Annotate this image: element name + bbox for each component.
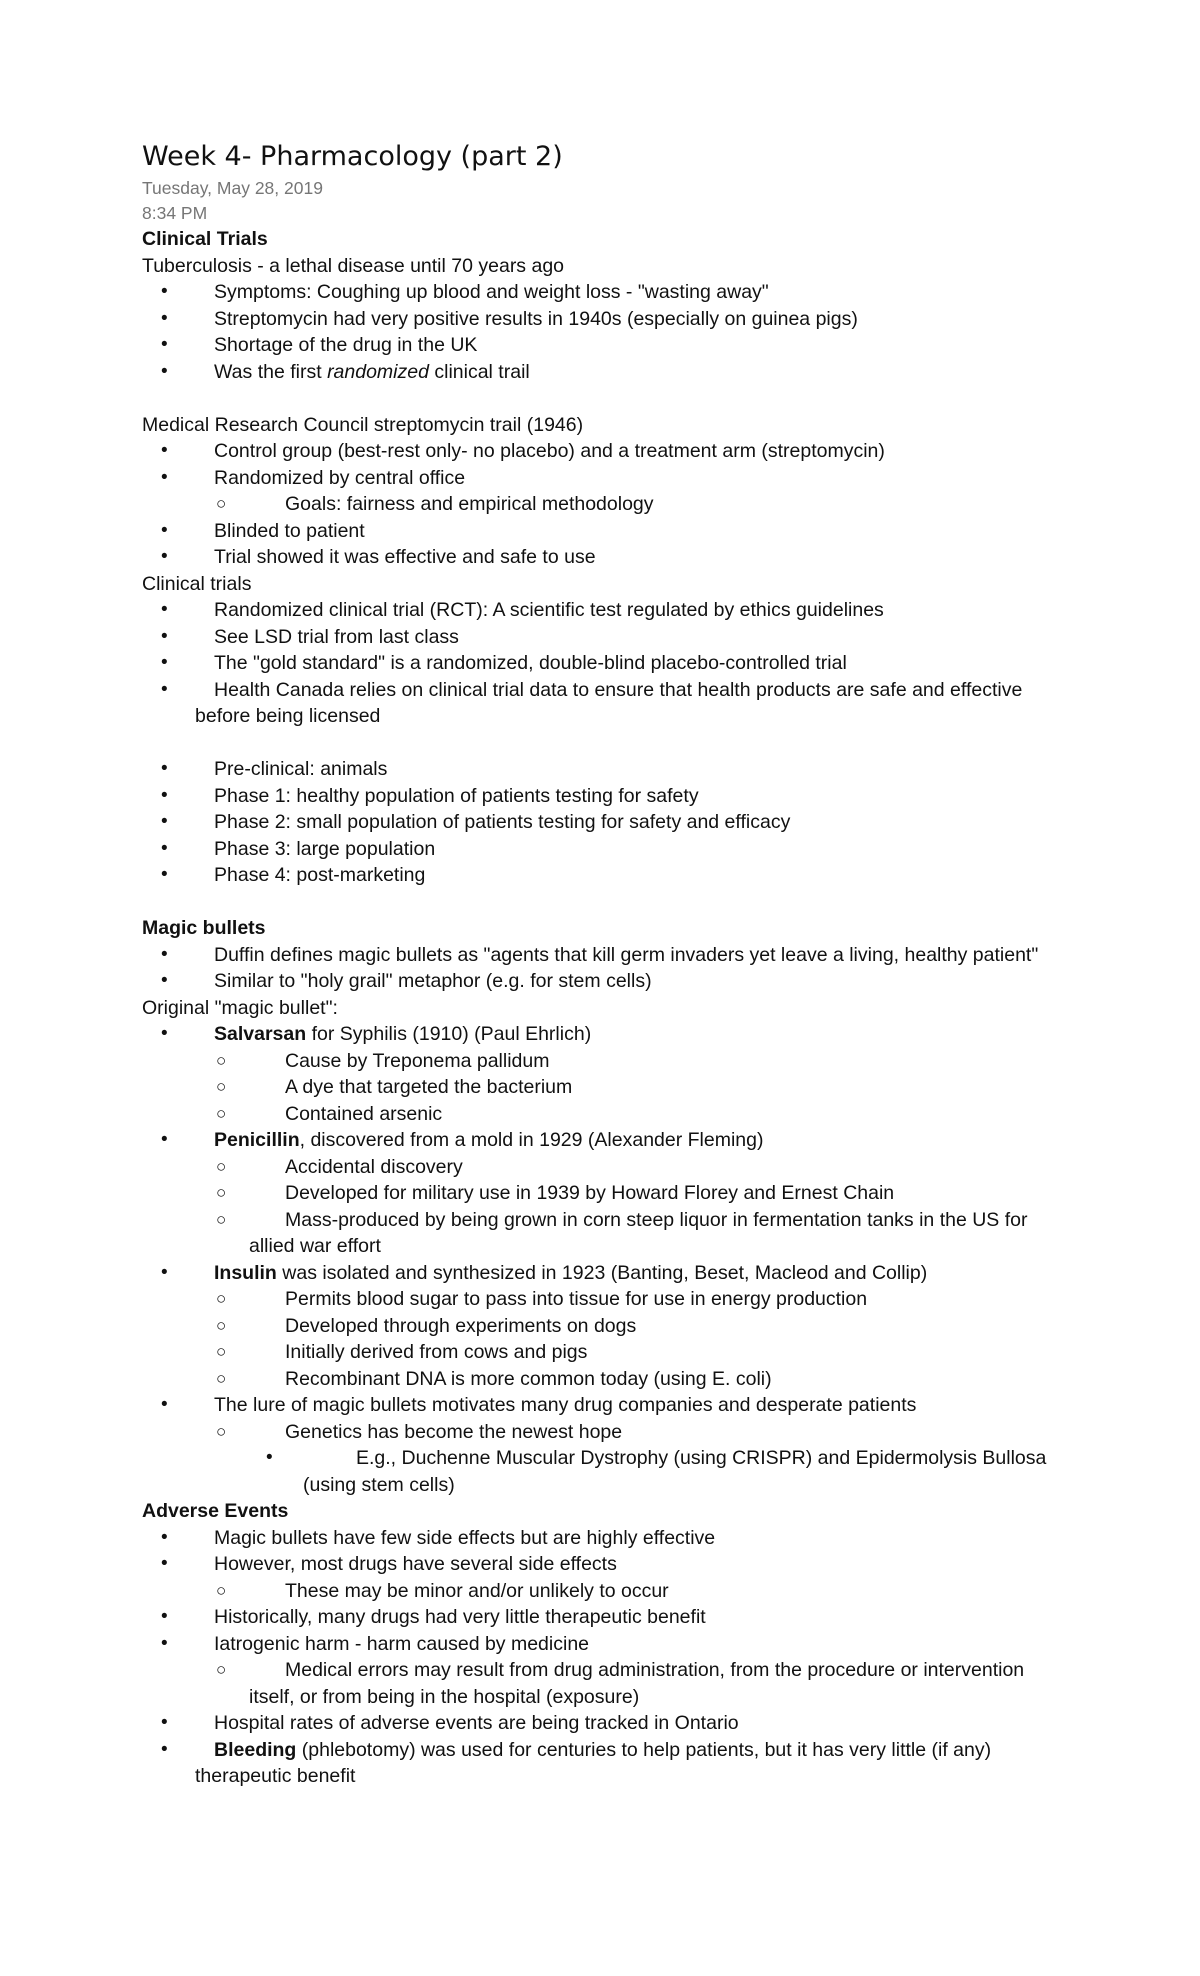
hollow-bullet-icon: ○ xyxy=(216,1421,227,1441)
filled-bullet-icon: • xyxy=(161,334,168,355)
filled-bullet-icon: • xyxy=(161,758,168,779)
bullet-item xyxy=(142,491,1082,518)
bullet-item xyxy=(142,1657,1082,1684)
note-body xyxy=(142,226,1082,1790)
filled-bullet-icon: • xyxy=(161,784,168,806)
line-text: The lure of magic bullets motivates many drug companies and desperate patients xyxy=(214,1394,917,1416)
bullet-item xyxy=(142,1525,1082,1552)
blank-line xyxy=(142,889,1082,916)
page-title: Week 4- Pharmacology (part 2) xyxy=(142,141,563,172)
filled-bullet-icon: • xyxy=(161,864,168,885)
filled-bullet-icon: • xyxy=(161,1606,168,1627)
filled-bullet-icon: • xyxy=(161,1129,168,1150)
line-text: Phase 4: post-marketing xyxy=(214,864,426,886)
filled-bullet-icon: • xyxy=(161,307,168,329)
note-time: 8:34 PM xyxy=(142,203,208,223)
line-text: Control group (best-rest only- no placebo) and a treatment arm (streptomycin) xyxy=(214,440,885,462)
filled-bullet-icon: • xyxy=(161,678,168,700)
line-text: Randomized clinical trial (RCT): A scientific test regulated by ethics guidelines xyxy=(214,599,884,621)
bullet-item xyxy=(142,1419,1082,1446)
hollow-bullet-icon: ○ xyxy=(216,1077,227,1096)
bullet-item xyxy=(142,1207,1082,1234)
bullet-item xyxy=(142,597,1082,624)
line-text: Hospital rates of adverse events are being tracked in Ontario xyxy=(214,1712,739,1734)
line-text: Streptomycin had very positive results in 1940s (especially on guinea pigs) xyxy=(214,307,858,330)
line-text: Randomized by central office xyxy=(214,466,466,489)
hollow-bullet-icon: ○ xyxy=(216,1660,227,1679)
bullet-item xyxy=(142,1180,1082,1207)
filled-bullet-icon: • xyxy=(161,281,168,302)
bullet-item xyxy=(142,1339,1082,1366)
line-text: Recombinant DNA is more common today (using E. coli) xyxy=(285,1367,772,1390)
line-text: Blinded to patient xyxy=(214,519,365,542)
bullet-item xyxy=(142,1260,1082,1287)
hollow-bullet-icon: ○ xyxy=(216,1342,227,1361)
bold-term: Penicillin xyxy=(214,1129,300,1151)
filled-bullet-icon: • xyxy=(161,1553,168,1574)
bullet-item xyxy=(142,1048,1082,1075)
note-date: Tuesday, May 28, 2019 xyxy=(142,178,323,198)
filled-bullet-icon: • xyxy=(161,360,168,382)
line-text: Medical errors may result from drug administration, from the procedure or intervention xyxy=(285,1659,1025,1681)
filled-bullet-icon: • xyxy=(161,811,168,832)
line-text: therapeutic benefit xyxy=(195,1765,356,1787)
bullet-item xyxy=(142,836,1082,863)
bullet-item xyxy=(142,1021,1082,1048)
line-text: Magic bullets xyxy=(142,917,266,939)
filled-bullet-icon: • xyxy=(161,625,168,647)
line-text: A dye that targeted the bacterium xyxy=(285,1076,573,1098)
filled-bullet-icon: • xyxy=(161,440,168,461)
bullet-item xyxy=(142,1604,1082,1631)
bullet-item xyxy=(142,1074,1082,1101)
filled-bullet-icon: • xyxy=(161,652,168,673)
line-text: Cause by Treponema pallidum xyxy=(285,1049,550,1072)
line-text: Magic bullets have few side effects but are highly effective xyxy=(214,1526,716,1549)
bullet-item xyxy=(142,1286,1082,1313)
filled-bullet-icon: • xyxy=(161,1738,168,1760)
bullet-item xyxy=(142,1737,1082,1764)
line-text: before being licensed xyxy=(195,705,381,727)
bullet-item xyxy=(142,544,1082,571)
hollow-bullet-icon: ○ xyxy=(216,1368,227,1388)
hollow-bullet-icon: ○ xyxy=(216,1315,227,1335)
bullet-item xyxy=(142,1154,1082,1181)
line-text: See LSD trial from last class xyxy=(214,625,459,648)
bullet-item xyxy=(142,1101,1082,1128)
filled-bullet-icon: • xyxy=(161,546,168,567)
line-text: (using stem cells) xyxy=(303,1473,455,1496)
text-line xyxy=(142,571,1082,598)
line-text: Historically, many drugs had very little therapeutic benefit xyxy=(214,1606,706,1628)
line-text: These may be minor and/or unlikely to occur xyxy=(285,1579,669,1602)
line-text: Phase 3: large population xyxy=(214,837,436,860)
filled-bullet-icon: • xyxy=(161,466,168,488)
section-heading xyxy=(142,1498,1082,1525)
bullet-item xyxy=(142,1313,1082,1340)
bullet-item xyxy=(142,677,1082,704)
hollow-bullet-icon: ○ xyxy=(216,1209,227,1229)
filled-bullet-icon: • xyxy=(161,1526,168,1548)
bullet-continuation xyxy=(142,1763,1082,1790)
line-text: Original "magic bullet": xyxy=(142,996,338,1019)
section-heading xyxy=(142,915,1082,942)
filled-bullet-icon: • xyxy=(161,1394,168,1415)
bullet-item xyxy=(142,1392,1082,1419)
bullet-item xyxy=(142,1127,1082,1154)
line-text: Was the first xyxy=(214,360,328,383)
bullet-continuation xyxy=(142,1233,1082,1260)
line-text: Developed through experiments on dogs xyxy=(285,1314,637,1337)
italic-term: randomized xyxy=(327,360,429,383)
hollow-bullet-icon: ○ xyxy=(216,1183,227,1202)
filled-bullet-icon: • xyxy=(161,599,168,620)
bullet-item xyxy=(142,1445,1082,1472)
line-text: E.g., Duchenne Muscular Dystrophy (using CRISPR) and Epidermolysis Bullosa xyxy=(356,1447,1047,1469)
filled-bullet-icon: • xyxy=(161,970,168,991)
bullet-item xyxy=(142,783,1082,810)
line-text: Phase 1: healthy population of patients testing for safety xyxy=(214,784,699,807)
hollow-bullet-icon: ○ xyxy=(216,1289,227,1308)
line-text: Genetics has become the newest hope xyxy=(285,1420,623,1443)
line-text: Shortage of the drug in the UK xyxy=(214,334,478,356)
bullet-item xyxy=(142,438,1082,465)
line-text: Symptoms: Coughing up blood and weight loss - "wasting away" xyxy=(214,281,769,303)
bullet-item xyxy=(142,1578,1082,1605)
bullet-item xyxy=(142,624,1082,651)
bullet-item xyxy=(142,306,1082,333)
line-text: Contained arsenic xyxy=(285,1102,443,1125)
filled-bullet-icon: • xyxy=(161,943,168,965)
bullet-item xyxy=(142,968,1082,995)
hollow-bullet-icon: ○ xyxy=(216,1103,227,1123)
text-line xyxy=(142,412,1082,439)
bullet-item xyxy=(142,1710,1082,1737)
line-text: Clinical trials xyxy=(142,572,252,595)
bullet-item xyxy=(142,756,1082,783)
hollow-bullet-icon: ○ xyxy=(216,494,227,513)
bullet-item xyxy=(142,1551,1082,1578)
line-text: Initially derived from cows and pigs xyxy=(285,1341,588,1363)
line-text: However, most drugs have several side effects xyxy=(214,1553,617,1575)
bullet-item xyxy=(142,809,1082,836)
bullet-continuation xyxy=(142,703,1082,730)
line-text: Goals: fairness and empirical methodology xyxy=(285,493,654,515)
line-text: Clinical Trials xyxy=(142,228,268,250)
line-text: Iatrogenic harm - harm caused by medicine xyxy=(214,1632,590,1655)
hollow-bullet-icon: ○ xyxy=(216,1156,227,1176)
filled-bullet-icon: • xyxy=(161,1261,168,1283)
bullet-item xyxy=(142,862,1082,889)
text-line xyxy=(142,995,1082,1022)
line-text: , discovered from a mold in 1929 (Alexander Fleming) xyxy=(299,1129,764,1151)
bullet-item xyxy=(142,332,1082,359)
line-text: The "gold standard" is a randomized, double-blind placebo-controlled trial xyxy=(214,652,847,674)
note-page xyxy=(142,138,1082,1790)
filled-bullet-icon: • xyxy=(161,1023,168,1044)
bullet-item xyxy=(142,1366,1082,1393)
bullet-item xyxy=(142,942,1082,969)
blank-line xyxy=(142,385,1082,412)
bullet-continuation xyxy=(142,1684,1082,1711)
line-text: Health Canada relies on clinical trial data to ensure that health products are safe and effective xyxy=(214,678,1023,701)
line-text: Duffin defines magic bullets as "agents that kill germ invaders yet leave a living, healthy patient" xyxy=(214,943,1039,966)
line-text: for Syphilis (1910) (Paul Ehrlich) xyxy=(306,1023,592,1045)
filled-bullet-icon: • xyxy=(161,519,168,541)
line-text: Pre-clinical: animals xyxy=(214,758,388,780)
bullet-item xyxy=(142,518,1082,545)
hollow-bullet-icon: ○ xyxy=(216,1580,227,1600)
filled-bullet-icon: • xyxy=(161,1712,168,1733)
blank-line xyxy=(142,730,1082,757)
bullet-continuation xyxy=(142,1472,1082,1499)
line-text: was isolated and synthesized in 1923 (Banting, Beset, Macleod and Collip) xyxy=(276,1261,928,1284)
line-text: itself, or from being in the hospital (exposure) xyxy=(249,1685,640,1708)
bold-term: Salvarsan xyxy=(214,1023,307,1045)
bullet-item xyxy=(142,650,1082,677)
line-text: allied war effort xyxy=(249,1235,381,1257)
line-text: Adverse Events xyxy=(142,1500,289,1522)
filled-bullet-icon: • xyxy=(161,1632,168,1654)
line-text: Similar to "holy grail" metaphor (e.g. for stem cells) xyxy=(214,970,652,992)
line-text: Developed for military use in 1939 by Howard Florey and Ernest Chain xyxy=(285,1182,895,1204)
filled-bullet-icon: • xyxy=(161,837,168,859)
section-heading xyxy=(142,226,1082,253)
line-text: Accidental discovery xyxy=(285,1155,463,1178)
line-text: Trial showed it was effective and safe to use xyxy=(214,546,596,568)
bullet-item xyxy=(142,279,1082,306)
hollow-bullet-icon: ○ xyxy=(216,1050,227,1070)
bullet-item xyxy=(142,465,1082,492)
line-text: Phase 2: small population of patients testing for safety and efficacy xyxy=(214,811,791,833)
bold-term: Bleeding xyxy=(214,1738,297,1761)
line-text: Medical Research Council streptomycin trail (1946) xyxy=(142,413,584,436)
line-text: Permits blood sugar to pass into tissue for use in energy production xyxy=(285,1288,868,1310)
bold-term: Insulin xyxy=(214,1261,277,1284)
line-text: clinical trail xyxy=(428,360,530,383)
line-text: Mass-produced by being grown in corn steep liquor in fermentation tanks in the US for xyxy=(285,1208,1028,1231)
bullet-item xyxy=(142,1631,1082,1658)
text-line xyxy=(142,253,1082,280)
line-text: Tuberculosis - a lethal disease until 70 years ago xyxy=(142,254,565,277)
filled-bullet-icon: • xyxy=(266,1447,273,1468)
line-text: (phlebotomy) was used for centuries to help patients, but it has very little (if any) xyxy=(296,1738,992,1761)
bullet-item xyxy=(142,359,1082,386)
